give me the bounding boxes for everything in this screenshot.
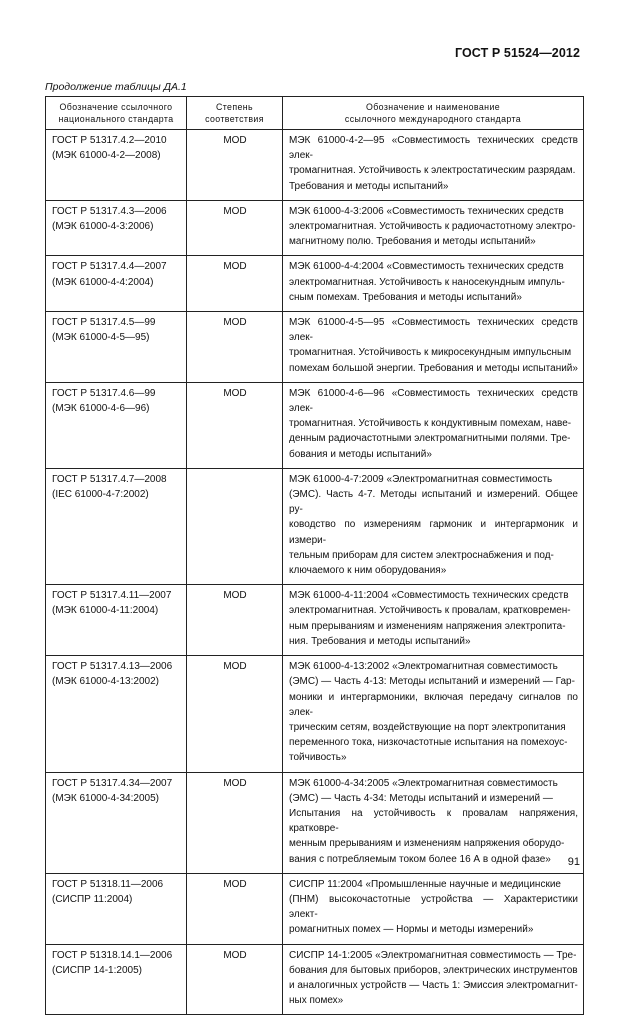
international-standard-line: тромагнитная. Устойчивость к кондуктивным помехам, наве- <box>289 418 572 430</box>
table-row <box>46 656 584 772</box>
international-standard-line: МЭК 61000-4-5—95 «Совместимость технических средств элек- <box>289 317 578 344</box>
international-standard-cell <box>283 772 584 873</box>
national-standard-line: ГОСТ Р 51317.4.13—2006 <box>52 661 173 673</box>
header-line: ссылочного международного стандарта <box>344 114 522 124</box>
compliance-level-cell: MOD <box>187 256 283 312</box>
international-standard-cell <box>283 585 584 656</box>
national-standard-cell <box>46 944 187 1015</box>
column-header-national-standard <box>46 97 187 130</box>
international-standard-line: тельным приборам для систем электроснабжения и под- <box>289 549 554 561</box>
national-standard-line: (МЭК 61000-4-2—2008) <box>52 150 161 162</box>
international-standard-line: ным прерываниям и изменениям напряжения электропита- <box>289 620 566 632</box>
compliance-level-cell: MOD <box>187 130 283 201</box>
international-standard-cell <box>283 256 584 312</box>
national-standard-line: (МЭК 61000-4-5—95) <box>52 332 150 344</box>
international-standard-cell <box>283 130 584 201</box>
document-code-header: ГОСТ Р 51524—2012 <box>454 46 580 60</box>
table-row <box>46 312 584 383</box>
international-standard-line: СИСПР 14-1:2005 «Электромагнитная совместимость — Тре- <box>289 949 577 961</box>
table-row <box>46 382 584 468</box>
international-standard-line: бования и методы испытаний» <box>289 448 432 460</box>
international-standard-line: сным помехам. Требования и методы испытаний» <box>289 291 522 303</box>
international-standard-line: (ПНМ) высокочастотные устройства — Характеристики элект- <box>289 893 578 921</box>
national-standard-cell <box>46 130 187 201</box>
international-standard-line: (ЭМС) — Часть 4-34: Методы испытаний и измерений — <box>289 792 553 804</box>
compliance-level-cell: MOD <box>187 873 283 944</box>
national-standard-line: (МЭК 61000-4-34:2005) <box>52 792 159 804</box>
national-standard-line: (IEC 61000-4-7:2002) <box>52 489 149 501</box>
international-standard-line: трическим сетям, воздействующие на порт электропитания <box>289 721 566 733</box>
international-standard-cell <box>283 382 584 468</box>
national-standard-line: ГОСТ Р 51317.4.3—2006 <box>52 205 167 217</box>
international-standard-line: МЭК 61000-4-34:2005 «Электромагнитная совместимость <box>289 777 558 789</box>
table-header-row <box>46 97 584 130</box>
international-standard-line: тойчивость» <box>289 752 347 764</box>
national-standard-line: (МЭК 61000-4-4:2004) <box>52 276 154 288</box>
compliance-level-cell: MOD <box>187 772 283 873</box>
compliance-level-cell <box>187 468 283 584</box>
international-standard-cell <box>283 468 584 584</box>
header-line: Обозначение и наименование <box>365 101 501 112</box>
header-line: Степень <box>215 101 254 112</box>
international-standard-line: и аналогичных устройств — Часть 1: Эмиссия электромагнит- <box>289 979 578 991</box>
international-standard-line: (ЭМС) — Часть 4-13: Методы испытаний и измерений — Гар- <box>289 676 575 688</box>
international-standard-line: МЭК 61000-4-6—96 «Совместимость технических средств элек- <box>289 387 578 415</box>
international-standard-line: Требования и методы испытаний» <box>289 180 449 192</box>
table-caption: Продолжение таблицы ДА.1 <box>45 81 187 93</box>
national-standard-line: ГОСТ Р 51318.14.1—2006 <box>52 949 173 961</box>
table-row <box>46 772 584 873</box>
table-row <box>46 130 584 201</box>
table-row <box>46 468 584 584</box>
international-standard-line: Испытания на устойчивость к провалам напряжения, кратковре- <box>289 807 578 835</box>
international-standard-line: магнитному полю. Требования и методы испытаний» <box>289 236 536 248</box>
table-row <box>46 200 584 256</box>
international-standard-line: МЭК 61000-4-7:2009 «Электромагнитная совместимость <box>289 473 553 485</box>
header-line: соответствия <box>205 114 264 124</box>
compliance-level-cell: MOD <box>187 312 283 383</box>
national-standard-cell <box>46 382 187 468</box>
national-standard-cell <box>46 200 187 256</box>
international-standard-line: переменного тока, низкочастотные испытания на помехоус- <box>289 737 568 749</box>
national-standard-line: (СИСПР 14-1:2005) <box>52 964 142 976</box>
international-standard-line: ромагнитных помех — Нормы и методы измерений» <box>289 924 534 936</box>
table-body <box>46 130 584 1015</box>
table-row <box>46 873 584 944</box>
national-standard-line: (МЭК 61000-4-11:2004) <box>52 605 159 617</box>
reference-standards-table <box>45 96 584 1015</box>
national-standard-line: ГОСТ Р 51317.4.6—99 <box>52 387 156 399</box>
national-standard-cell <box>46 585 187 656</box>
international-standard-line: бования для бытовых приборов, электрических инструментов <box>289 964 578 976</box>
national-standard-line: (МЭК 61000-4-3:2006) <box>52 221 154 233</box>
international-standard-line: ководство по измерениям гармоник и интергармоник и измери- <box>289 519 578 546</box>
compliance-level-cell: MOD <box>187 656 283 772</box>
table-row <box>46 585 584 656</box>
international-standard-line: ключаемого к ним оборудования» <box>289 565 447 577</box>
international-standard-line: менным прерываниям и изменениям напряжения оборудо- <box>289 838 565 850</box>
international-standard-line: вания с потребляемым током более 16 А в одной фазе» <box>289 853 551 865</box>
international-standard-line: МЭК 61000-4-2—95 «Совместимость технических средств элек- <box>289 135 578 162</box>
national-standard-cell <box>46 772 187 873</box>
international-standard-line: электромагнитная. Устойчивость к радиочастотному электро- <box>289 221 576 233</box>
table-row <box>46 944 584 1015</box>
international-standard-cell <box>283 873 584 944</box>
international-standard-cell <box>283 200 584 256</box>
header-line: национального стандарта <box>58 114 174 124</box>
international-standard-line: помехам большой энергии. Требования и методы испытаний» <box>289 362 578 374</box>
compliance-level-cell: MOD <box>187 944 283 1015</box>
international-standard-line: тромагнитная. Устойчивость к электростатическим разрядам. <box>289 165 576 177</box>
national-standard-cell <box>46 468 187 584</box>
compliance-level-cell: MOD <box>187 382 283 468</box>
national-standard-cell <box>46 256 187 312</box>
national-standard-line: (МЭК 61000-4-13:2002) <box>52 676 159 688</box>
international-standard-line: МЭК 61000-4-13:2002 «Электромагнитная совместимость <box>289 661 558 673</box>
international-standard-cell <box>283 944 584 1015</box>
international-standard-line: СИСПР 11:2004 «Промышленные научные и медицинские <box>289 878 561 890</box>
international-standard-line: электромагнитная. Устойчивость к наносекундным импуль- <box>289 276 565 288</box>
international-standard-line: МЭК 61000-4-3:2006 «Совместимость технических средств <box>289 205 564 217</box>
national-standard-cell <box>46 873 187 944</box>
column-header-international-standard <box>283 97 584 130</box>
national-standard-line: ГОСТ Р 51317.4.7—2008 <box>52 473 167 485</box>
international-standard-line: моники и интергармоники, включая передачу сигналов по элек- <box>289 691 578 718</box>
national-standard-line: ГОСТ Р 51317.4.34—2007 <box>52 777 173 789</box>
international-standard-line: ния. Требования и методы испытаний» <box>289 635 471 647</box>
national-standard-line: ГОСТ Р 51317.4.4—2007 <box>52 261 167 273</box>
international-standard-cell <box>283 312 584 383</box>
national-standard-line: ГОСТ Р 51317.4.5—99 <box>52 317 156 329</box>
international-standard-line: МЭК 61000-4-11:2004 «Совместимость технических средств <box>289 590 569 602</box>
international-standard-line: ных помех» <box>289 995 344 1007</box>
national-standard-line: ГОСТ Р 51317.4.2—2010 <box>52 135 167 146</box>
national-standard-line: ГОСТ Р 51317.4.11—2007 <box>52 590 172 602</box>
table-row <box>46 256 584 312</box>
compliance-level-cell: MOD <box>187 200 283 256</box>
international-standard-line: (ЭМС). Часть 4-7. Методы испытаний и измерений. Общее ру- <box>289 489 578 516</box>
page-number: 91 <box>567 856 580 868</box>
international-standard-line: денным радиочастотными электромагнитными полями. Тре- <box>289 433 571 445</box>
international-standard-line: МЭК 61000-4-4:2004 «Совместимость технических средств <box>289 261 564 273</box>
header-line: Обозначение ссылочного <box>59 101 173 112</box>
compliance-level-cell: MOD <box>187 585 283 656</box>
column-header-compliance-level <box>187 97 283 130</box>
international-standard-cell <box>283 656 584 772</box>
international-standard-line: тромагнитная. Устойчивость к микросекундным импульсным <box>289 347 572 359</box>
national-standard-cell <box>46 312 187 383</box>
international-standard-line: электромагнитная. Устойчивость к провалам, кратковремен- <box>289 605 571 617</box>
national-standard-line: (МЭК 61000-4-6—96) <box>52 403 150 415</box>
national-standard-line: (СИСПР 11:2004) <box>52 893 133 905</box>
national-standard-cell <box>46 656 187 772</box>
national-standard-line: ГОСТ Р 51318.11—2006 <box>52 878 164 890</box>
